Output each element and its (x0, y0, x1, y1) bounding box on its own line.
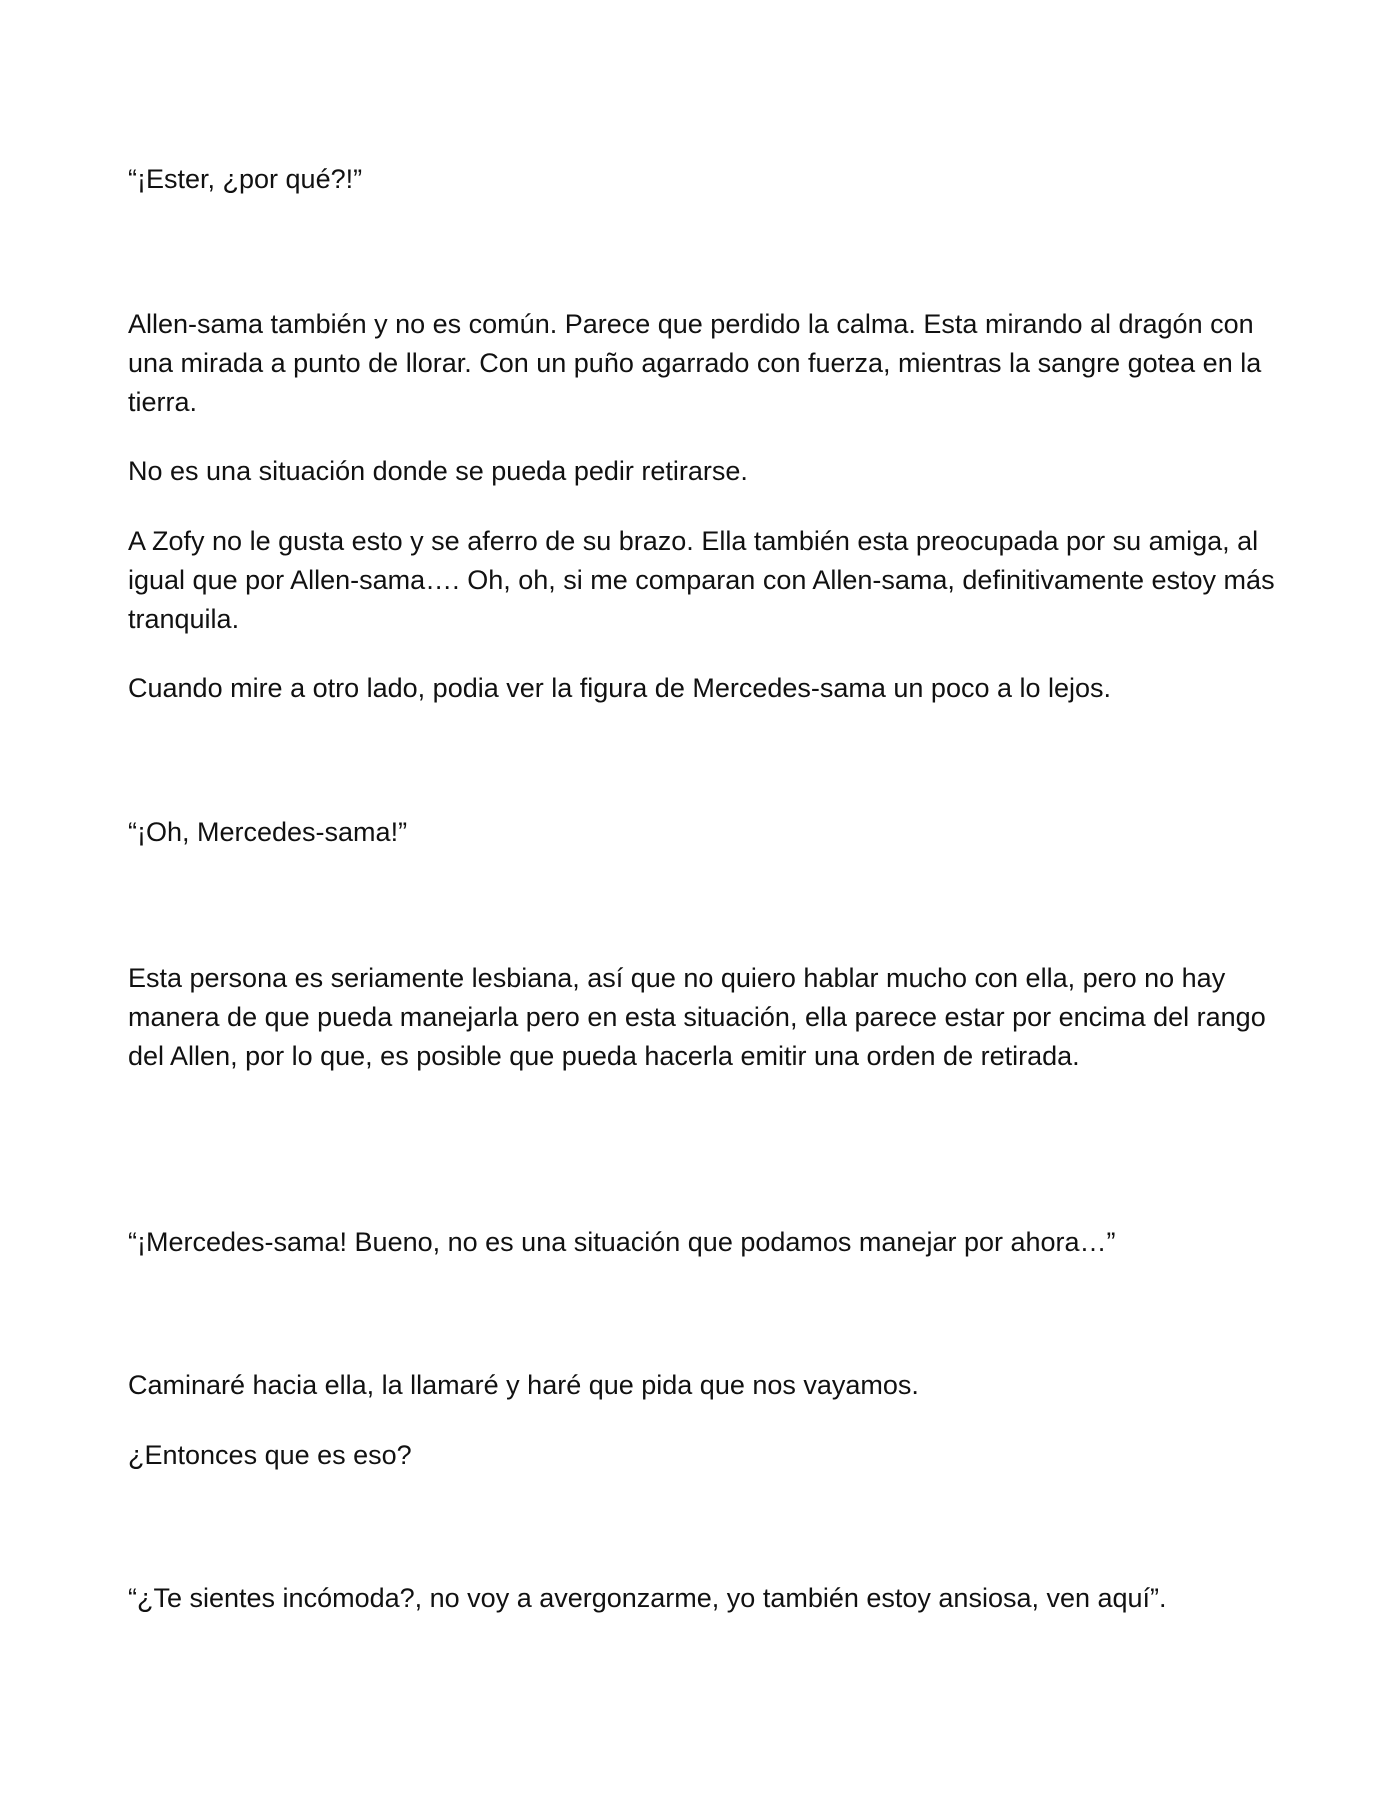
paragraph-walk-to-her: Caminaré hacia ella, la llamaré y haré que pida que nos vayamos. (128, 1370, 919, 1400)
paragraph-lesbian-person: Esta persona es seriamente lesbiana, así que no quiero hablar mucho con ella, pero no hay manera de que pueda manejarla pero en esta situación, ella parece estar por encima del rango del Allen, por lo que, es posible que pueda hacerla emitir una orden de retirada. (128, 963, 1266, 1071)
paragraph-dialogue-ester: “¡Ester, ¿por qué?!” (128, 164, 363, 194)
paragraph-what-is-that: ¿Entonces que es eso? (128, 1440, 412, 1470)
paragraph-mercedes-figure: Cuando mire a otro lado, podia ver la figura de Mercedes-sama un poco a lo lejos. (128, 673, 1112, 703)
paragraph-no-retreat: No es una situación donde se pueda pedir retirarse. (128, 456, 748, 486)
paragraph-allen-loses-calm: Allen-sama también y no es común. Parece que perdido la calma. Esta mirando al dragón con una mirada a punto de llorar. Con un puño agarrado con fuerza, mientras la sangre gotea en la tierra. (128, 309, 1262, 417)
paragraph-dialogue-uncomfortable: “¿Te sientes incómoda?, no voy a avergonzarme, yo también estoy ansiosa, ven aquí”. (128, 1583, 1167, 1613)
paragraph-dialogue-mercedes-retreat: “¡Mercedes-sama! Bueno, no es una situación que podamos manejar por ahora…” (128, 1227, 1116, 1257)
paragraph-zofy-arm: A Zofy no le gusta esto y se aferro de su brazo. Ella también esta preocupada por su amiga, al igual que por Allen-sama…. Oh, oh, si me comparan con Allen-sama, definitivamente estoy más tranquila. (128, 526, 1275, 634)
paragraph-dialogue-oh-mercedes: “¡Oh, Mercedes-sama!” (128, 817, 408, 847)
